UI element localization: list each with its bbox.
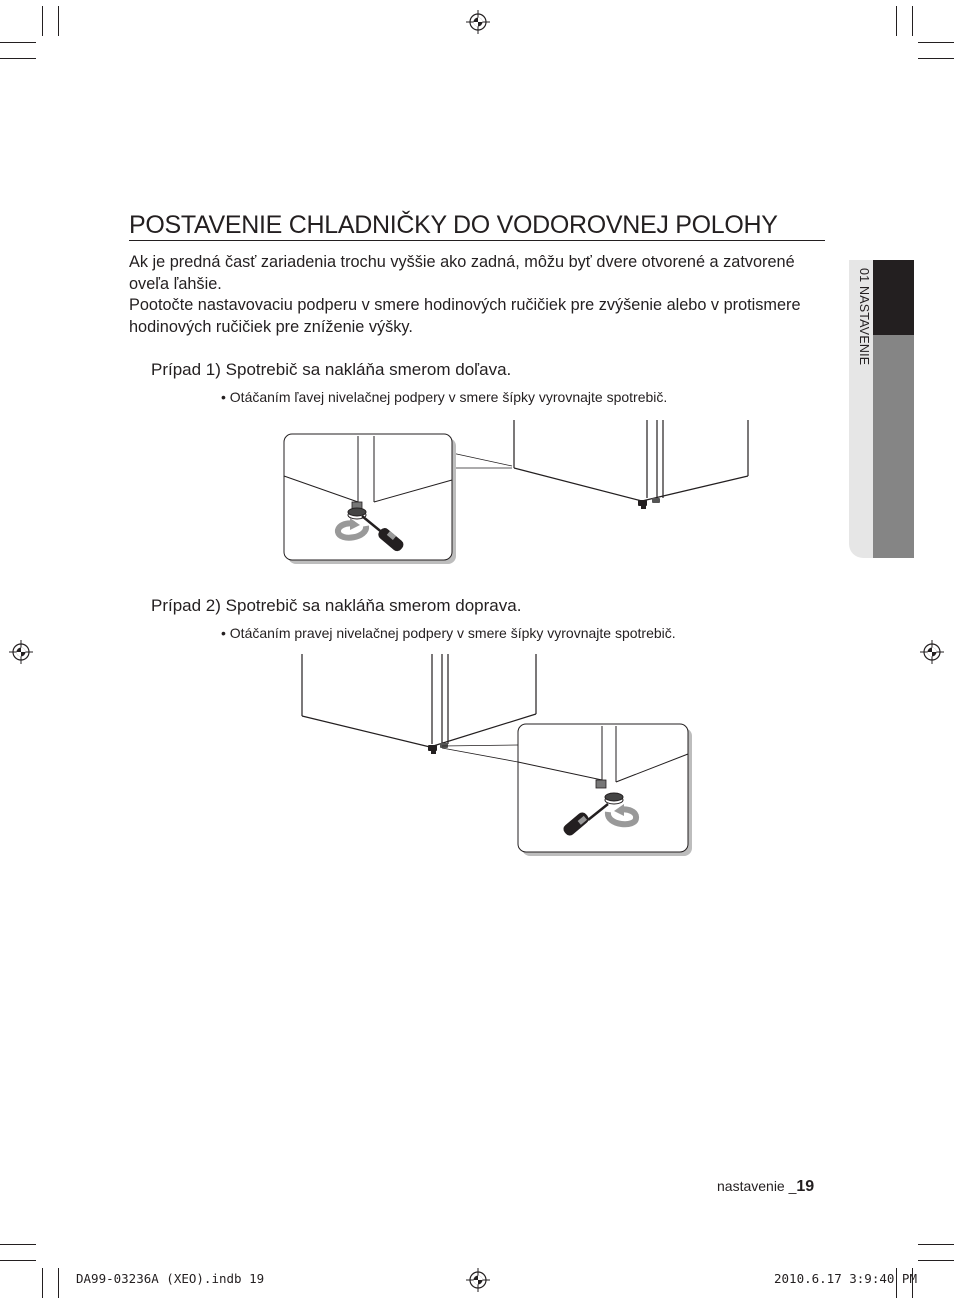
print-slug-file: DA99-03236A (XEO).indb 19	[76, 1271, 265, 1286]
side-tab-active-marker	[873, 260, 914, 335]
callout-connector	[442, 745, 518, 762]
registration-mark-icon	[466, 10, 490, 34]
registration-mark-icon	[466, 1268, 490, 1292]
side-tab-bar	[873, 335, 914, 558]
page-footer	[717, 1178, 814, 1196]
footer-section: nastavenie _	[717, 1178, 797, 1194]
case1-bullet: • Otáčaním ľavej nivelačnej podpery v smere šípky vyrovnajte spotrebič.	[221, 389, 668, 405]
print-slug-timestamp: 2010.6.17 3:9:40 PM	[774, 1271, 917, 1286]
intro-paragraph-1: Ak je predná časť zariadenia trochu vyššie ako zadná, môžu byť dvere otvorené a zatvorené oveľa ľahšie.	[129, 253, 795, 293]
callout-connector	[452, 453, 512, 468]
case1-heading: Prípad 1) Spotrebič sa nakláňa smerom doľava.	[151, 360, 512, 379]
illustration-case1	[280, 418, 760, 568]
side-tab-label: 01 NASTAVENIE	[857, 268, 871, 366]
illustration-case2	[296, 652, 706, 862]
fridge-body	[302, 654, 536, 747]
page-number: 19	[796, 1178, 815, 1195]
intro-paragraph-2: Pootočte nastavovaciu podperu v smere hodinových ručičiek pre zvýšenie alebo v protismere hodinových ručičiek pre zníženie výšky.	[129, 296, 801, 336]
registration-mark-icon	[9, 640, 33, 664]
case2-heading: Prípad 2) Spotrebič sa nakláňa smerom doprava.	[151, 596, 522, 615]
callout-box	[284, 434, 452, 560]
fridge-body	[514, 420, 748, 501]
intro-text	[129, 252, 829, 338]
case2-bullet: • Otáčaním pravej nivelačnej podpery v smere šípky vyrovnajte spotrebič.	[221, 625, 676, 641]
section-title: POSTAVENIE CHLADNIČKY DO VODOROVNEJ POLOHY	[129, 210, 825, 241]
registration-mark-icon	[920, 640, 944, 664]
